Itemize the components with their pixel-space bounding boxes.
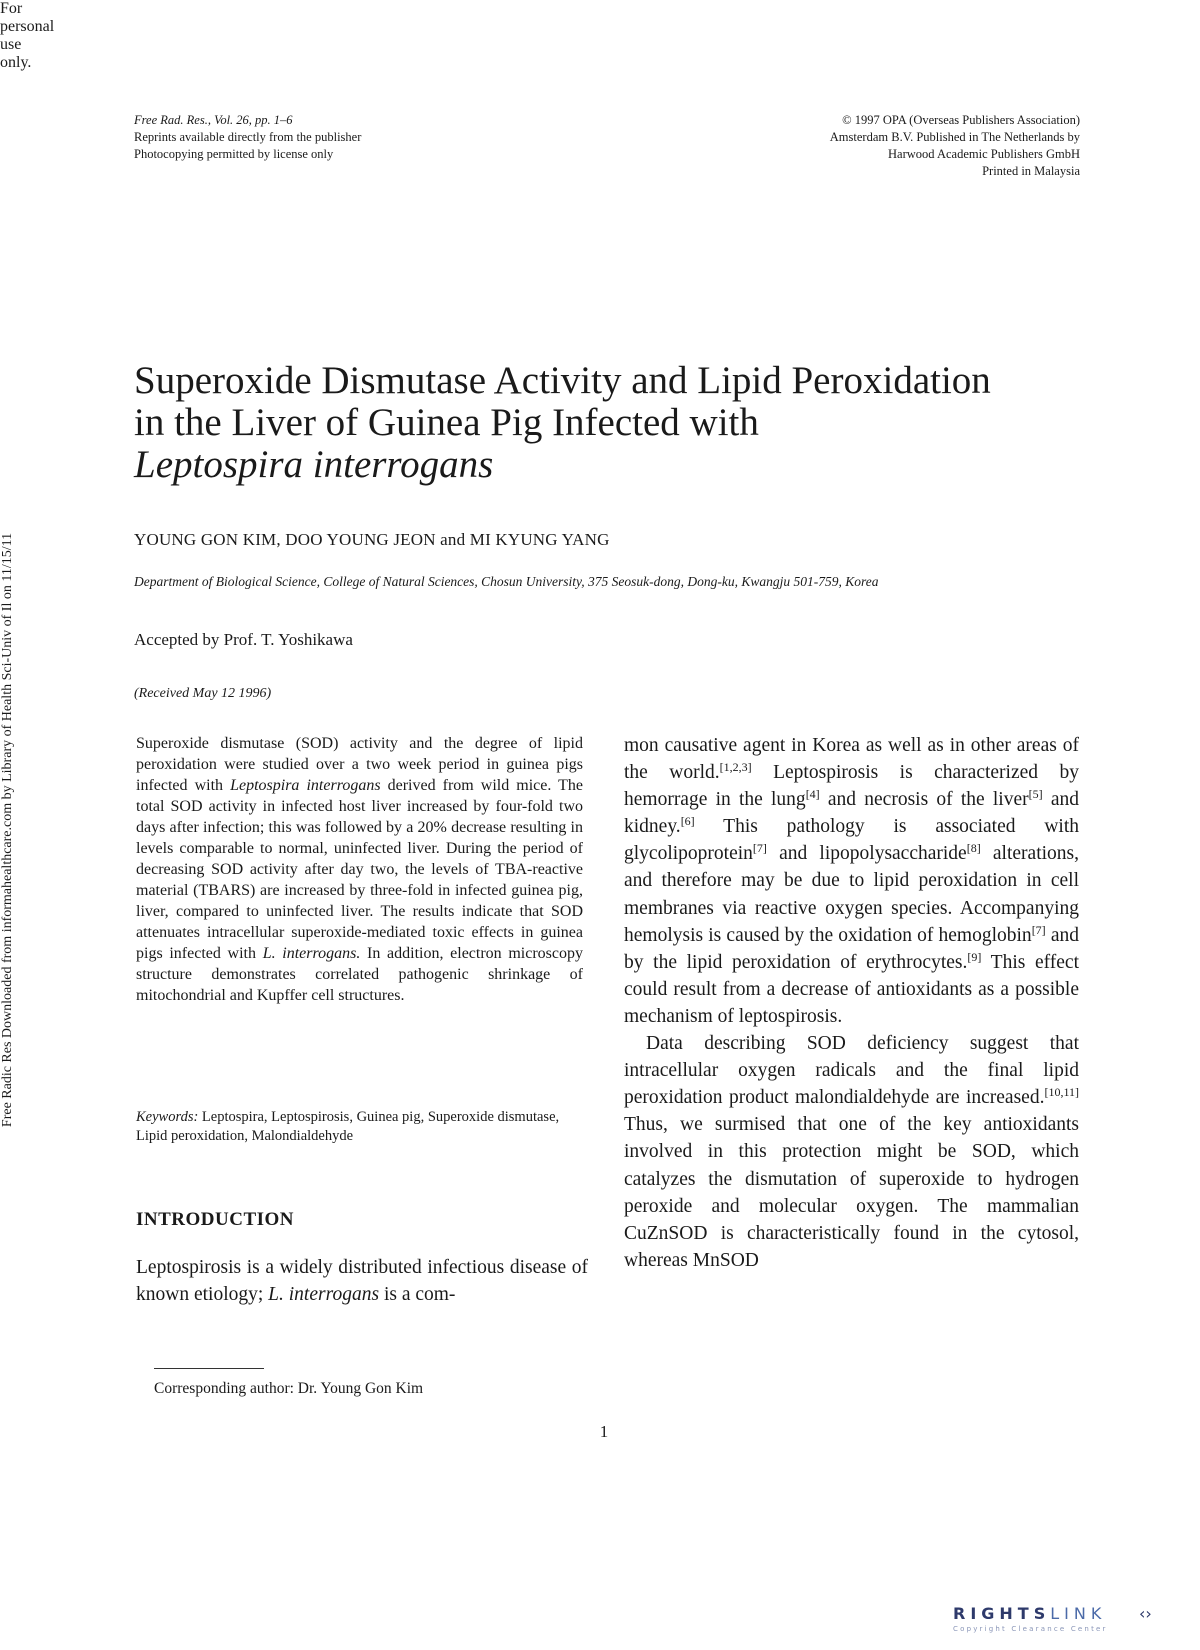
article-title	[134, 360, 1094, 486]
abstract-species-2: L. interrogans.	[262, 945, 361, 962]
header-right-line-2: Amsterdam B.V. Published in The Netherlands by	[829, 130, 1080, 144]
abstract-text-2: derived from wild mice. The total SOD activity in infected host liver increased by four-fold two days after infection; this was followed by a 20% decrease resulting in levels comparable to normal, uninfected liver. During the period of decreasing SOD activity after day two, the levels of TBA-reactive material (TBARS) are increased by three-fold in infected guinea pig, liver, compared to uninfected liver. The results indicate that SOD attenuates intracellular superoxide-mediated toxic effects in guinea pigs infected with	[136, 777, 584, 962]
body-text: This effect could result from a decrease of antioxidants as a possible mechanism of leptospirosis.	[624, 951, 1079, 1027]
journal-citation	[134, 112, 614, 163]
rightslink-wordmark	[953, 1604, 1106, 1623]
right-column-body	[624, 732, 1079, 1274]
download-watermark	[0, 470, 22, 1190]
corresponding-author-footnote: Corresponding author: Dr. Young Gon Kim	[154, 1380, 424, 1397]
header-left-line-2: Reprints available directly from the publisher	[134, 130, 362, 144]
footnote-divider	[154, 1368, 264, 1369]
citation-ref: [5]	[1028, 787, 1043, 802]
intro-text-1: Leptospirosis is a widely distributed infectious disease of known etiology;	[136, 1257, 588, 1305]
abstract-text-1: Superoxide dismutase (SOD) activity and the degree of lipid peroxidation were studied over a two week period in guinea pigs infected with	[136, 735, 583, 794]
rightslink-wordmark-light: LINK	[1050, 1604, 1107, 1623]
introduction-paragraph	[136, 1254, 588, 1308]
publisher-info	[600, 112, 1080, 180]
body-text: Thus, we surmised that one of the key antioxidants involved in this protection might be SOD, which catalyzes the dismutation of superoxide to hydrogen peroxide and molecular oxygen. The mammalian CuZnSOD is characteristically found in the cytosol, whereas MnSOD	[624, 1114, 1079, 1271]
download-watermark-line-1: Free Radic Res Downloaded from informahealthcare.com by Library of Health Sci-Univ of Il on 11/15/11	[0, 532, 15, 1128]
author-list: YOUNG GON KIM, DOO YOUNG JEON and MI KYUNG YANG	[134, 530, 610, 549]
body-text: and necrosis of the liver	[819, 789, 1029, 811]
header-right-line-4: Printed in Malaysia	[982, 164, 1080, 178]
citation-ref: [6]	[680, 814, 695, 829]
body-text: and lipopolysaccharide	[766, 843, 967, 865]
body-paragraph-1	[624, 732, 1079, 1030]
keywords-label: Keywords:	[136, 1109, 199, 1125]
body-text: Data describing SOD deficiency suggest that intracellular oxygen radicals and the final lipid peroxidation product malondialdehyde are increased.	[624, 1033, 1079, 1109]
citation-ref: [9]	[967, 949, 982, 964]
intro-species: L. interrogans	[268, 1284, 380, 1305]
citation-ref: [4]	[805, 787, 820, 802]
keywords	[136, 1108, 583, 1146]
citation-ref: [7]	[752, 841, 767, 856]
rightslink-tagline: Copyright Clearance Center	[953, 1625, 1108, 1633]
page-number: 1	[599, 1422, 609, 1441]
rightslink-logo	[953, 1604, 1153, 1640]
abstract-species: Leptospira interrogans	[230, 777, 381, 794]
body-text: mon causative agent in Korea as well as in other areas of the world.	[624, 735, 1079, 784]
title-line-3: Leptospira interrogans	[134, 443, 494, 486]
title-line-2: in the Liver of Guinea Pig Infected with	[134, 401, 759, 444]
rightslink-arrows-icon: ‹›	[1139, 1604, 1152, 1623]
introduction-text	[136, 1254, 588, 1308]
abstract-paragraph	[136, 733, 583, 1006]
body-text: This pathology is associated with glycolipoprotein	[624, 816, 1079, 865]
rightslink-wordmark-dark: RIGHTS	[953, 1604, 1051, 1623]
header-right-line-3: Harwood Academic Publishers GmbH	[888, 147, 1080, 161]
accepted-by: Accepted by Prof. T. Yoshikawa	[134, 630, 353, 649]
header-right-line-1: © 1997 OPA (Overseas Publishers Association)	[842, 113, 1080, 127]
abstract	[136, 733, 583, 1006]
keywords-text: Leptospira, Leptospirosis, Guinea pig, Superoxide dismutase, Lipid peroxidation, Malondialdehyde	[136, 1109, 560, 1144]
body-text: and kidney.	[624, 789, 1080, 838]
body-paragraph-2	[624, 1030, 1079, 1274]
citation-ref: [1,2,3]	[719, 760, 752, 775]
body-text: Leptospirosis is characterized by hemorrage in the lung	[624, 762, 1079, 811]
citation-ref: [8]	[966, 841, 981, 856]
header-left-line-3: Photocopying permitted by license only	[134, 147, 334, 161]
header-left-line-1: Free Rad. Res., Vol. 26, pp. 1–6	[134, 113, 293, 127]
body-text: alterations, and therefore may be due to lipid peroxidation in cell membranes via reactive oxygen species. Accompanying hemolysis is caused by the oxidation of hemoglobin	[624, 843, 1079, 946]
received-date: (Received May 12 1996)	[134, 686, 272, 701]
citation-ref: [10,11]	[1044, 1085, 1079, 1100]
abstract-text-3: In addition, electron microscopy structure demonstrates correlated pathogenic shrinkage of mitochondrial and Kupffer cell structures.	[136, 945, 583, 1004]
title-line-1: Superoxide Dismutase Activity and Lipid Peroxidation	[134, 359, 991, 402]
section-heading-introduction: INTRODUCTION	[136, 1209, 295, 1230]
body-text: and by the lipid peroxidation of erythrocytes.	[624, 924, 1080, 973]
citation-ref: [7]	[1031, 922, 1046, 937]
intro-text-2: is a com-	[379, 1284, 456, 1305]
affiliation: Department of Biological Science, College of Natural Sciences, Chosun University, 375 Seosuk-dong, Dong-ku, Kwangju 501-759, Korea	[134, 574, 879, 589]
